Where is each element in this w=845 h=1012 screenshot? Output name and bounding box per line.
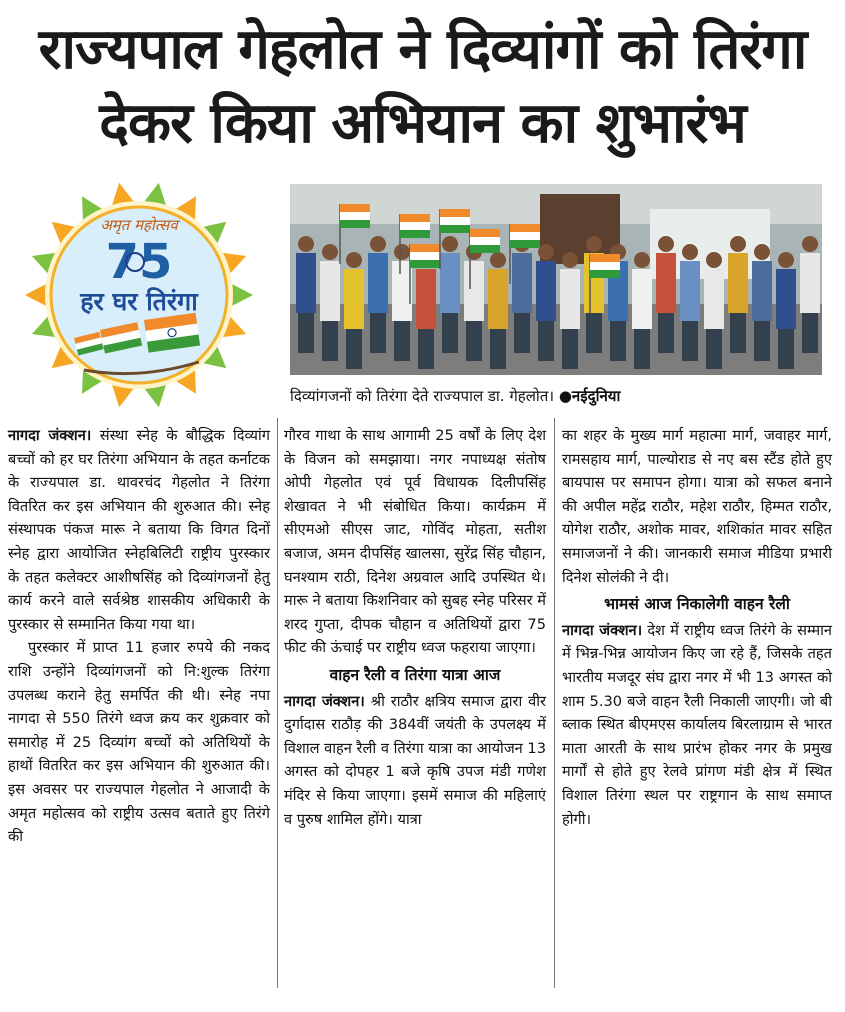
article-column-1 bbox=[8, 424, 270, 849]
column-rule bbox=[554, 418, 555, 988]
photo-credit: नईदुनिया bbox=[571, 387, 621, 405]
event-photo bbox=[290, 184, 822, 375]
logo-top-text: अमृत महोत्सव bbox=[100, 216, 178, 234]
article-column-3 bbox=[562, 424, 832, 831]
headline-line-1: राज्यपाल गेहलोत ने दिव्यांगों को तिरंगा bbox=[38, 17, 807, 82]
dateline: नागदा जंक्शन। bbox=[284, 692, 365, 710]
dateline: नागदा जंक्शन। bbox=[8, 427, 92, 444]
paragraph: गौरव गाथा के साथ आगामी 25 वर्षों के लिए देश के विजन को समझाया। नगर नपाध्यक्ष संतोष ओपी गेहलोत एवं पूर्व विधायक दिलीपसिंह शेखावत ने भी संबोधित किया। कार्यक्रम में सीएमओ सीएस जाट, गोविंद मोहता, सतीश बजाज, अमन दीपसिंह खालसा, सुरेंद्र सिंह चौहान, घनश्याम राठी, दिनेश अग्रवाल आदि उपस्थित थे। मारू ने बताया किशनिवार को सुबह स्नेह परिसर में शरद गुप्ता, दीपक चौहान व अतिथियों द्वारा 75 फीट की ऊंचाई पर राष्ट्रीय ध्वज फहराया जाएगा। bbox=[284, 427, 546, 657]
paragraph: संस्था स्नेह के बौद्धिक दिव्यांग बच्चों को हर घर तिरंगा अभियान के तहत कर्नाटक के राज्यपाल डा. थावरचंद गेहलोत ने तिरंगा वितरित कर इस अभियान की शुरुआत की। स्नेह संस्थापक पंकज मारू ने बताया कि विगत दिनों स्नेह द्वारा आयोजित स्नेहबिलिटी राष्ट्रीय पुरस्कार के तहत कलेक्टर आशीषसिंह को दिव्यांगजनों हेतु कार्य करने वाले सर्वश्रेष्ठ शासकीय अधिकारी के पुरस्कार से सम्मानित किया गया था। bbox=[8, 427, 270, 633]
logo-main-text: हर घर तिरंगा bbox=[80, 287, 198, 316]
column-rule bbox=[277, 418, 278, 988]
article-column-2 bbox=[284, 424, 546, 831]
paragraph: का शहर के मुख्य मार्ग महात्मा मार्ग, जवाहर मार्ग, रामसहाय मार्ग, पाल्योराड से नए बस स्टैंड होते हुए बायपास पर समापन होगा। यात्रा को सफल बनाने की अपील महेंद्र राठौर, महेश राठौर, हिम्मत राठौर, योगेश राठौर, अशोक मावर, शशिकांत मावर सहित समाजजनों ने की। जानकारी समाज मीडिया प्रभारी दिनेश सोलंकी ने दी। bbox=[562, 427, 832, 586]
logo-number: 75 bbox=[105, 234, 173, 290]
dateline: नागदा जंक्शन। bbox=[562, 621, 643, 639]
photo-caption: दिव्यांगजनों को तिरंगा देते राज्यपाल डा. गेहलोत। bbox=[290, 387, 555, 405]
headline-line-2: देकर किया अभियान का शुभारंभ bbox=[99, 91, 746, 156]
subheading: वाहन रैली व तिरंगा यात्रा आज bbox=[329, 665, 501, 684]
paragraph: देश में राष्ट्रीय ध्वज तिरंगे के सम्मान में भिन्न-भिन्न आयोजन किए जा रहे हैं, जिसके तहत भारतीय मजदूर संघ द्वारा नगर में भी 13 अगस्त को शाम 5.30 बजे वाहन रैली निकाली जाएगी। जो बी ब्लाक स्थित बीएमएस कार्यालय बिरलाग्राम से भारत माता आरती के साथ प्रारंभ होकर नगर के प्रमुख मार्गों से होते हुए रेलवे प्रांगण मंडी क्षेत्र में स्थित विशाल तिरंगा स्थल पर राष्ट्रगान के साथ समाप्त होगी। bbox=[562, 621, 832, 828]
paragraph: श्री राठौर क्षत्रिय समाज द्वारा वीर दुर्गादास राठौड़ की 384वीं जयंती के उपलक्ष्य में विशाल वाहन रैली व तिरंगा यात्रा का आयोजन 13 अगस्त को दोपहर 1 बजे कृषि उपज मंडी गणेश मंदिर से किया जाएगा। इसमें समाज की महिलाएं व पुरुष शामिल होंगे। यात्रा bbox=[284, 692, 546, 828]
har-ghar-tiranga-logo bbox=[14, 180, 264, 410]
subheading: भामसं आज निकालेगी वाहन रैली bbox=[604, 595, 790, 614]
paragraph: पुरस्कार में प्राप्त 11 हजार रुपये की नकद राशि उन्होंने दिव्यांगजनों को नि:शुल्क तिरंगा उपलब्ध कराने हेतु समर्पित की थी। स्नेह नपा नागदा से 550 तिरंगे ध्वज क्रय कर शुक्रवार को समारोह में 25 दिव्यांग बच्चों को अतिथियों के हाथों वितरित कर इस अभियान की शुरुआत की। इस अवसर पर राज्यपाल गेहलोत ने आजादी के अमृत महोत्सव को राष्ट्रीय उत्सव बताते हुए तिरंगे की bbox=[8, 639, 270, 846]
